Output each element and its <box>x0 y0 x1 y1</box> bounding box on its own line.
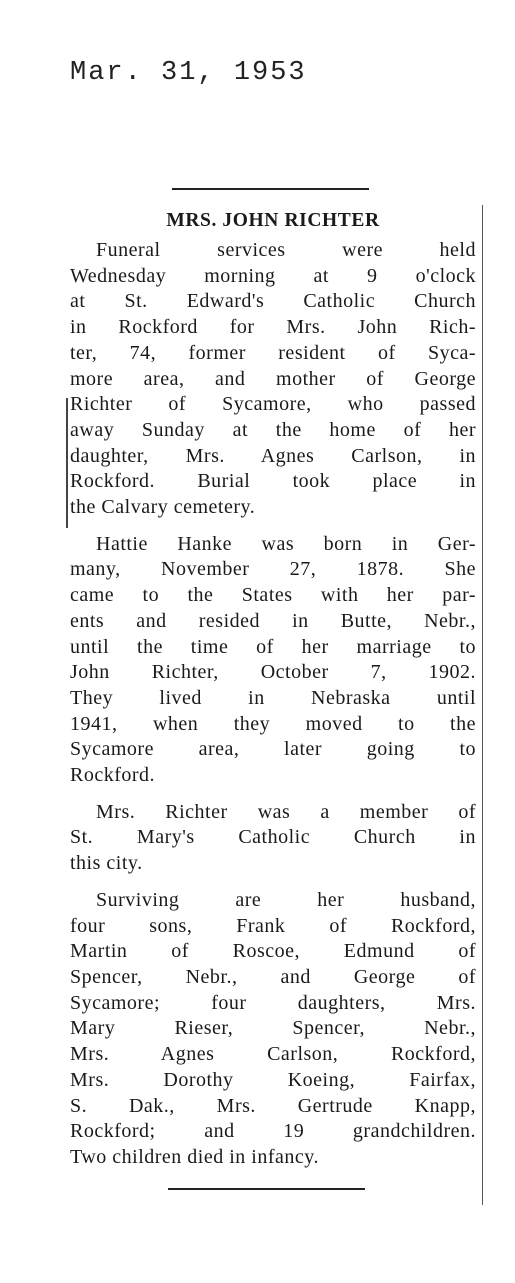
article-line: Two children died in infancy. <box>70 1145 319 1168</box>
article-line: daughter, Mrs. Agnes Carlson, in <box>70 444 476 467</box>
article-line: until the time of her marriage to <box>70 635 476 658</box>
date-stamp: Mar. 31, 1953 <box>70 58 307 88</box>
article-line: Sycamore; four daughters, Mrs. <box>70 991 476 1014</box>
article-line: more area, and mother of George <box>70 367 476 390</box>
article-line: John Richter, October 7, 1902. <box>70 661 476 684</box>
article-line: four sons, Frank of Rockford, <box>70 914 476 937</box>
obituary-article <box>70 238 476 1182</box>
article-line: ents and resided in Butte, Nebr., <box>70 609 476 632</box>
article-line: 1941, when they moved to the <box>70 712 476 735</box>
article-line: Spencer, Nebr., and George of <box>70 965 476 988</box>
paragraph-funeral <box>70 238 476 521</box>
article-line: came to the States with her par- <box>70 584 476 607</box>
paragraph-survivors <box>70 888 476 1171</box>
article-line: Mrs. Agnes Carlson, Rockford, <box>70 1043 476 1066</box>
article-line: Hattie Hanke was born in Ger- <box>96 532 476 555</box>
article-line: many, November 27, 1878. She <box>70 558 476 581</box>
article-line: this city. <box>70 852 143 875</box>
article-line: Rockford. <box>70 764 156 787</box>
article-line: Funeral services were held <box>96 239 476 261</box>
article-line: ter, 74, former resident of Syca- <box>70 341 476 364</box>
article-line: Mrs. Dorothy Koeing, Fairfax, <box>70 1068 476 1091</box>
article-line: Wednesday morning at 9 o'clock <box>70 264 476 287</box>
article-line: Sycamore area, later going to <box>70 738 476 761</box>
bottom-divider <box>168 1188 365 1190</box>
article-line: away Sunday at the home of her <box>70 418 476 441</box>
article-line: at St. Edward's Catholic Church <box>70 290 476 313</box>
article-line: Mary Rieser, Spencer, Nebr., <box>70 1017 476 1040</box>
obituary-headline: MRS. JOHN RICHTER <box>166 210 380 231</box>
article-line: the Calvary cemetery. <box>70 496 256 519</box>
article-line: Rockford. Burial took place in <box>70 470 476 493</box>
article-line: Richter of Sycamore, who passed <box>70 393 476 416</box>
paragraph-membership <box>70 800 476 877</box>
article-line: They lived in Nebraska until <box>70 686 476 709</box>
top-divider <box>172 188 369 190</box>
article-line: St. Mary's Catholic Church in <box>70 826 476 849</box>
article-line: Mrs. Richter was a member of <box>96 800 476 823</box>
article-line: Martin of Roscoe, Edmund of <box>70 940 476 963</box>
paragraph-biography <box>70 532 476 789</box>
column-edge-left <box>66 398 68 528</box>
article-line: Surviving are her husband, <box>96 888 476 911</box>
column-edge-right <box>482 205 483 1205</box>
article-line: in Rockford for Mrs. John Rich- <box>70 316 476 339</box>
article-line: S. Dak., Mrs. Gertrude Knapp, <box>70 1094 476 1117</box>
article-line: Rockford; and 19 grandchildren. <box>70 1120 476 1143</box>
